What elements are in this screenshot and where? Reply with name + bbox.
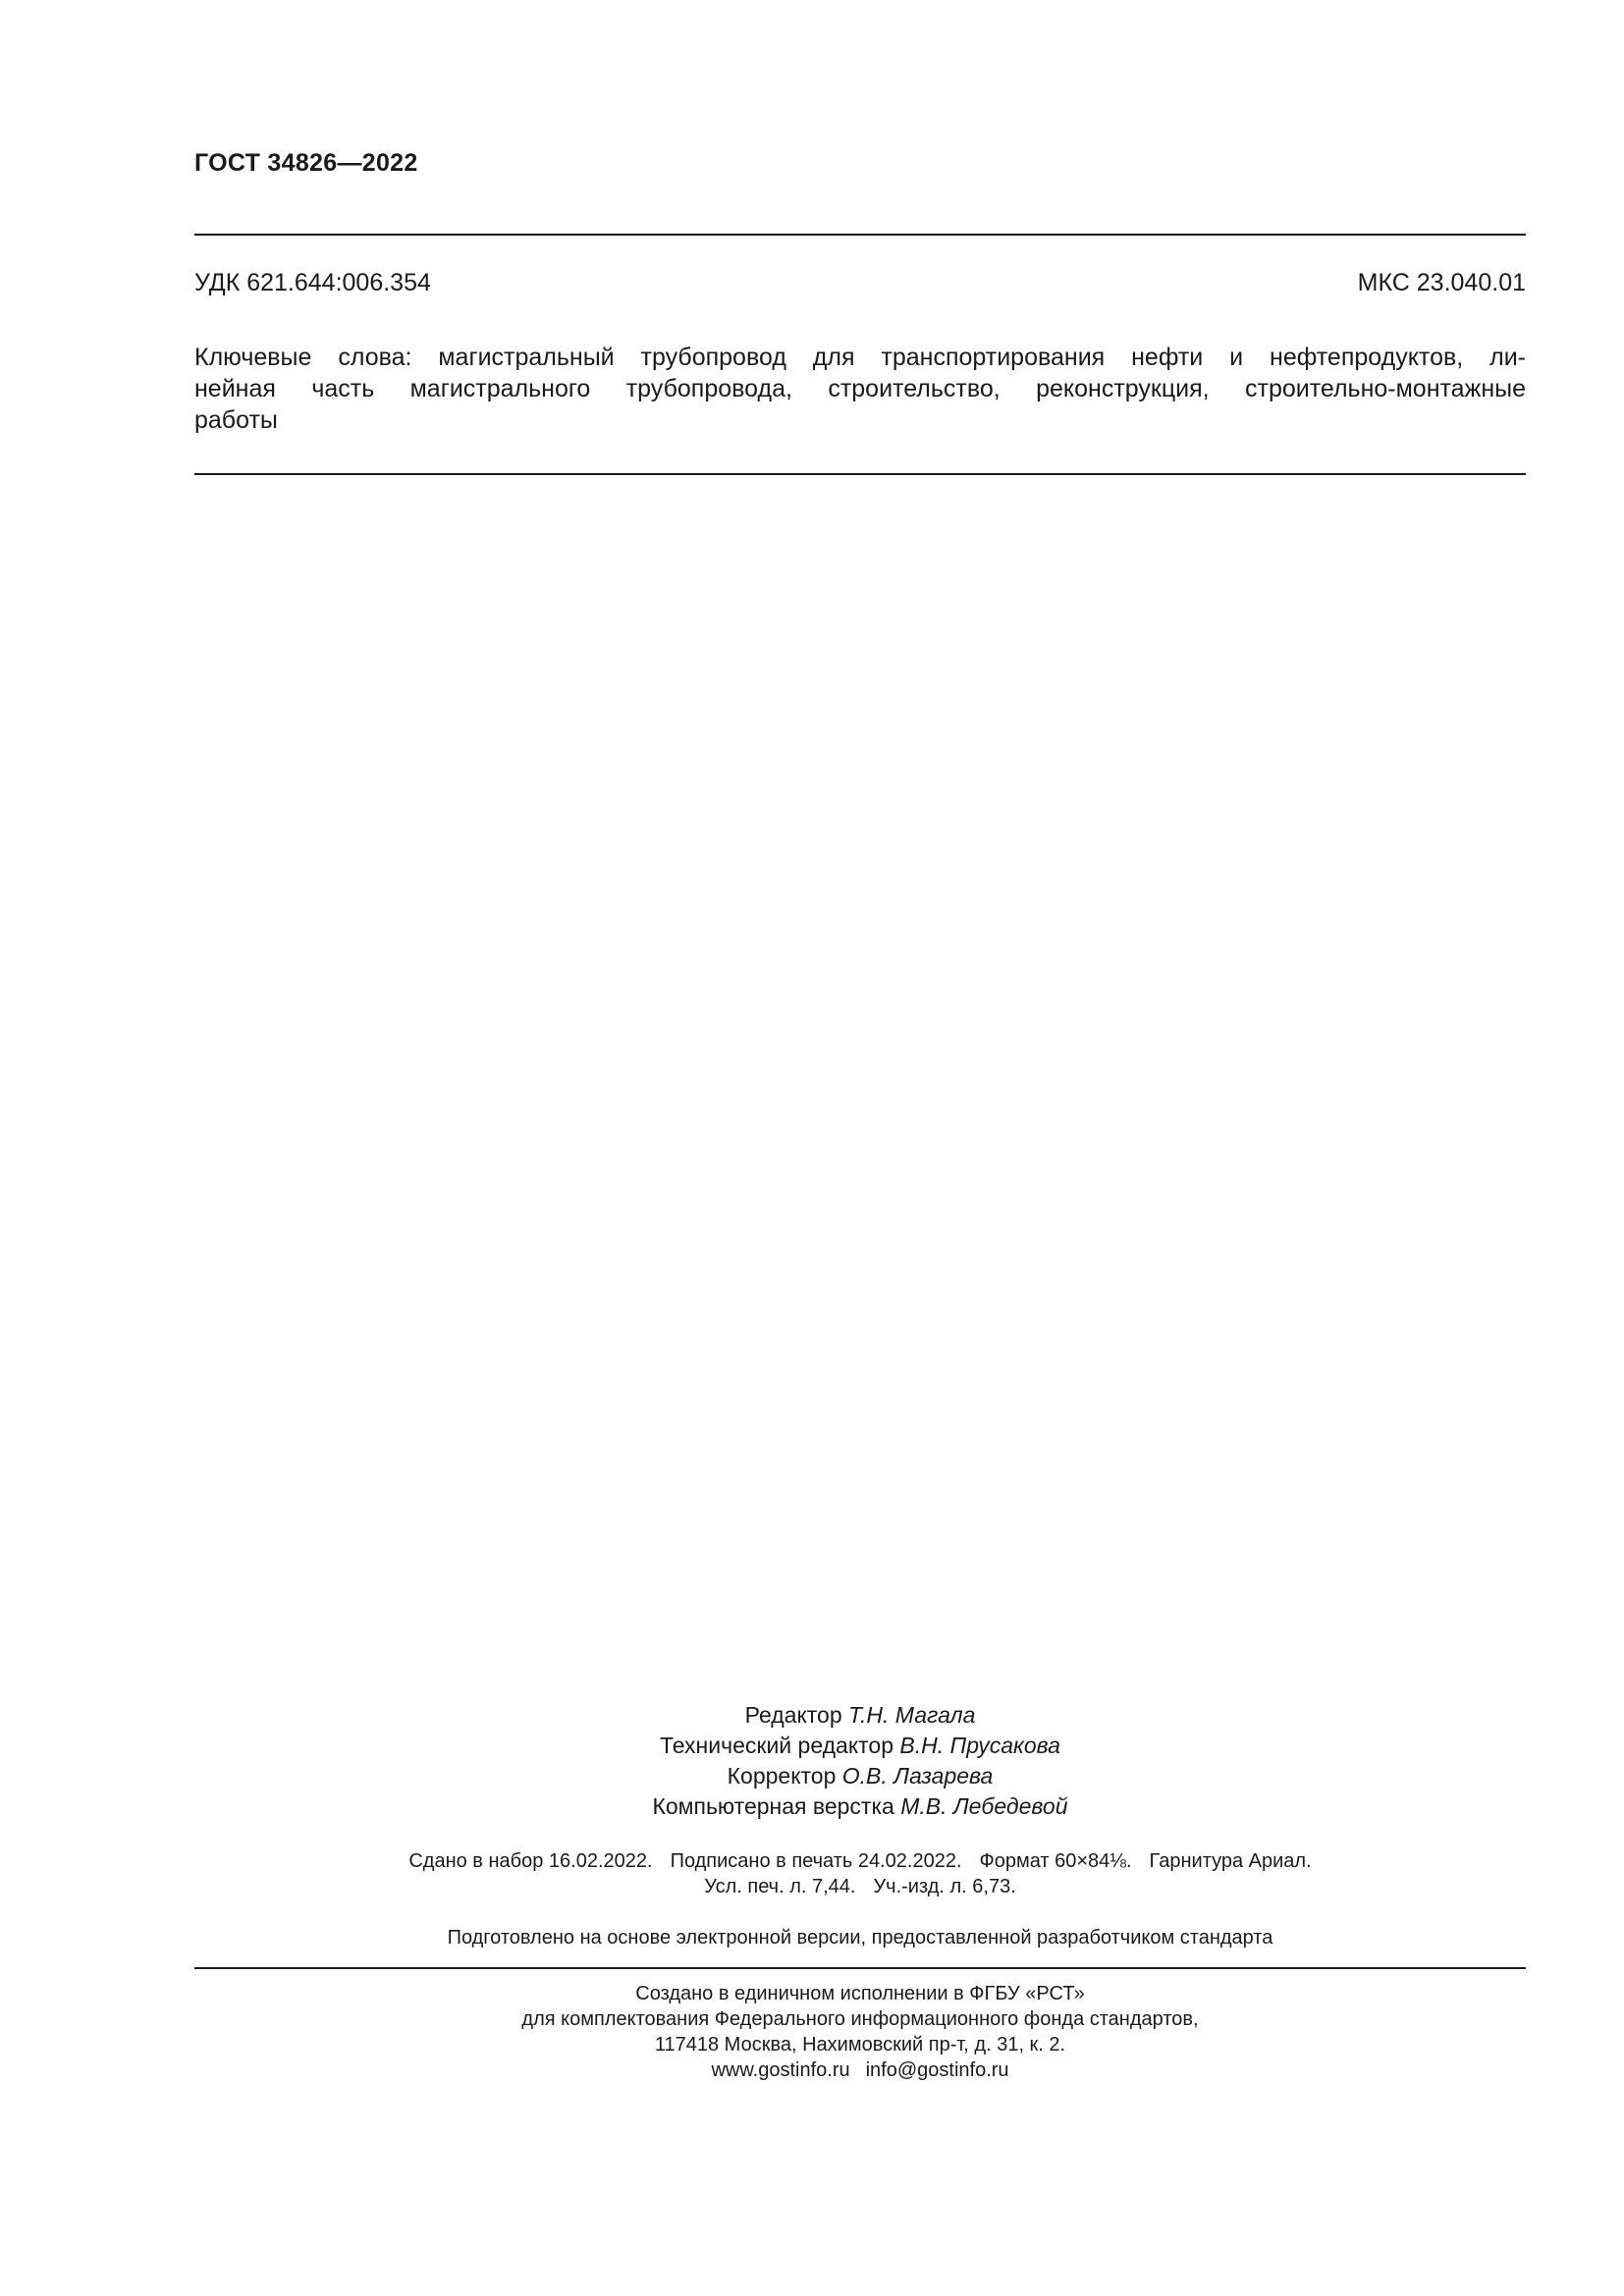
credit-label: Технический редактор bbox=[660, 1733, 894, 1758]
document-code: ГОСТ 34826—2022 bbox=[194, 149, 418, 177]
keywords-block bbox=[194, 342, 1526, 436]
publisher-line: для комплектования Федерального информационного фонда стандартов, bbox=[521, 2008, 1199, 2030]
credit-layout bbox=[194, 1791, 1526, 1822]
submitted-date: Сдано в набор 16.02.2022. bbox=[408, 1850, 653, 1872]
print-format: Формат 60×84⅛. bbox=[979, 1850, 1132, 1872]
print-info-line bbox=[194, 1874, 1526, 1899]
publ-sheets: Уч.-изд. л. 6,73. bbox=[873, 1876, 1016, 1897]
credit-name: М.В. Лебедевой bbox=[900, 1793, 1068, 1819]
credit-name: Т.Н. Магала bbox=[848, 1702, 976, 1728]
credit-corrector bbox=[194, 1761, 1526, 1791]
credit-label: Редактор bbox=[744, 1702, 842, 1728]
keywords-line: Ключевые слова: магистральный трубопровод для транспортирования нефти и нефтепродуктов, ли- bbox=[194, 344, 1526, 371]
publisher-contacts bbox=[194, 2057, 1526, 2083]
publisher-line: Создано в единичном исполнении в ФГБУ «РСТ» bbox=[635, 1983, 1085, 2004]
publisher-block bbox=[194, 1981, 1526, 2083]
prepared-note: Подготовлено на основе электронной версии, предоставленной разработчиком стандарта bbox=[447, 1927, 1273, 1949]
signed-date: Подписано в печать 24.02.2022. bbox=[670, 1850, 962, 1872]
credit-name: В.Н. Прусакова bbox=[899, 1733, 1060, 1758]
divider-top bbox=[194, 234, 1526, 236]
mks-code: МКС 23.040.01 bbox=[1357, 269, 1526, 296]
credit-name: О.В. Лазарева bbox=[841, 1763, 994, 1789]
credit-label: Компьютерная верстка bbox=[652, 1793, 894, 1819]
divider-bottom bbox=[194, 1967, 1526, 1969]
keywords-line: нейная часть магистрального трубопровода, строительство, реконструкция, строительно-монтажные bbox=[194, 375, 1526, 402]
keywords-line: работы bbox=[194, 406, 278, 434]
print-sheets: Усл. печ. л. 7,44. bbox=[704, 1876, 856, 1897]
publisher-line: 117418 Москва, Нахимовский пр-т, д. 31, к. 2. bbox=[654, 2034, 1066, 2056]
divider-keywords bbox=[194, 473, 1526, 475]
print-info-line bbox=[194, 1848, 1526, 1874]
credit-tech-editor bbox=[194, 1731, 1526, 1761]
credit-editor bbox=[194, 1700, 1526, 1731]
credits-block bbox=[194, 1700, 1526, 1822]
email-link[interactable]: info@gostinfo.ru bbox=[865, 2059, 1009, 2081]
classification-row bbox=[194, 269, 1526, 297]
credit-label: Корректор bbox=[727, 1763, 837, 1789]
udk-code: УДК 621.644:006.354 bbox=[194, 269, 431, 296]
print-info-block bbox=[194, 1848, 1526, 1899]
website-link[interactable]: www.gostinfo.ru bbox=[711, 2059, 850, 2081]
typeface: Гарнитура Ариал. bbox=[1149, 1850, 1312, 1872]
